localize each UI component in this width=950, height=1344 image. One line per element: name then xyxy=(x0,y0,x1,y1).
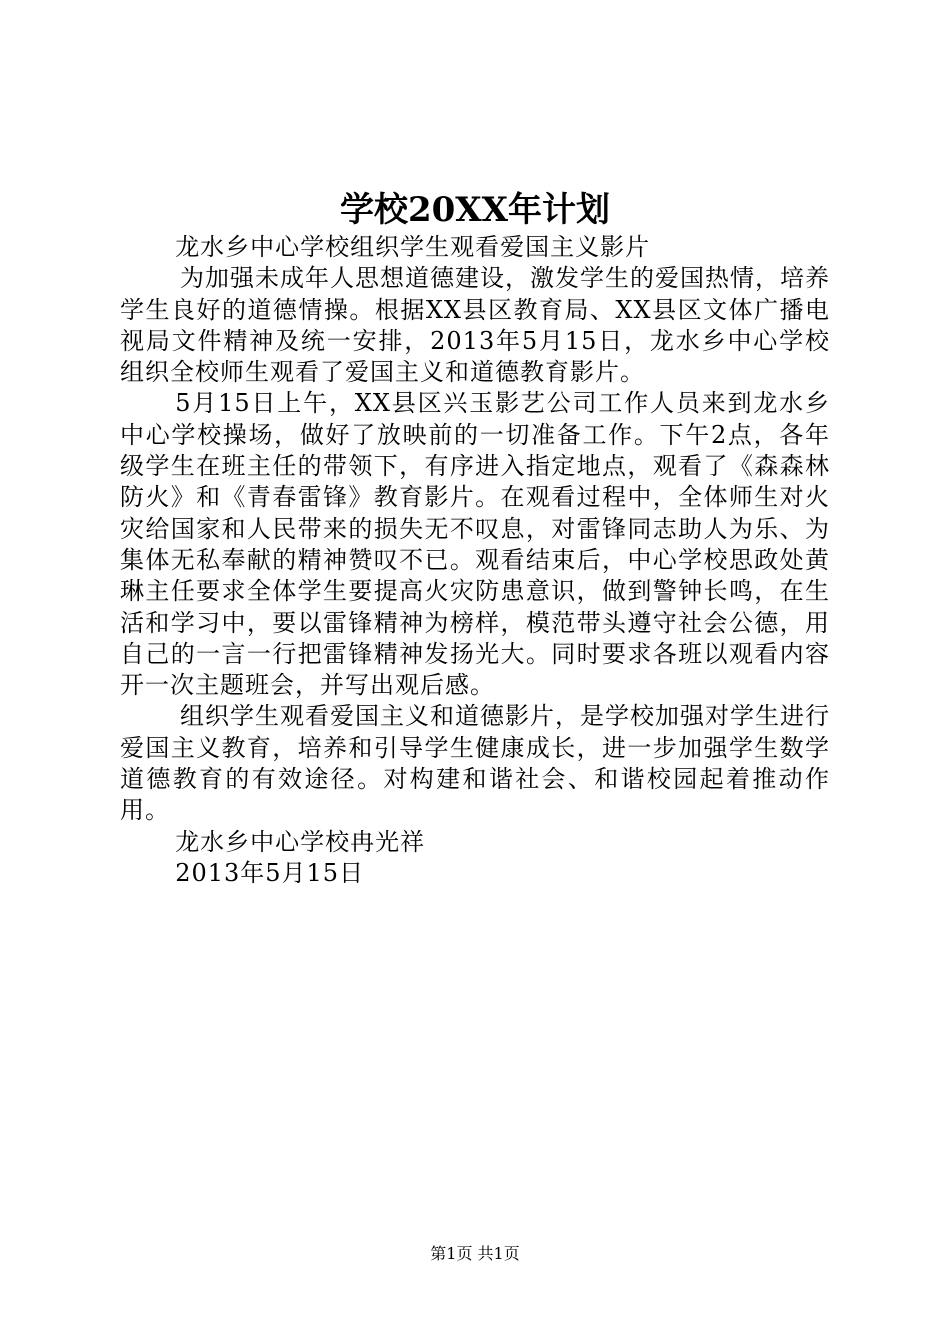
paragraph-2: 5月15日上午，XX县区兴玉影艺公司工作人员来到龙水乡中心学校操场，做好了放映前的一切准备工作。下午2点，各年级学生在班主任的带领下，有序进入指定地点，观看了《森森林防火》和《青春雷锋》教育影片。在观看过程中，全体师生对火灾给国家和人民带来的损失无不叹息，对雷锋同志助人为乐、为集体无私奉献的精神赞叹不已。观看结束后，中心学校思政处黄琳主任要求全体学生要提高火灾防患意识，做到警钟长鸣，在生活和学习中，要以雷锋精神为榜样，模范带头遵守社会公德，用自己的一言一行把雷锋精神发扬光大。同时要求各班以观看内容开一次主题班会，并写出观后感。 xyxy=(120,389,830,700)
signature: 龙水乡中心学校冉光祥 xyxy=(175,827,426,856)
paragraph-1: 为加强未成年人思想道德建设，激发学生的爱国热情，培养学生良好的道德情操。根据XX县区教育局、XX县区文体广播电视局文件精神及统一安排，2013年5月15日，龙水乡中心学校组织全校师生观看了爱国主义和道德教育影片。 xyxy=(120,264,830,387)
document-body xyxy=(120,232,830,889)
paragraph-3: 组织学生观看爱国主义和道德影片，是学校加强对学生进行爱国主义教育，培养和引导学生健康成长，进一步加强学生数学道德教育的有效途径。对构建和谐社会、和谐校园起着推动作用。 xyxy=(120,702,830,825)
document-subtitle: 龙水乡中心学校组织学生观看爱国主义影片 xyxy=(175,233,651,261)
date: 2013年5月15日 xyxy=(175,858,365,887)
page-footer: 第1页 共1页 xyxy=(430,1244,520,1263)
document-title: 学校20XX年计划 xyxy=(339,190,611,230)
